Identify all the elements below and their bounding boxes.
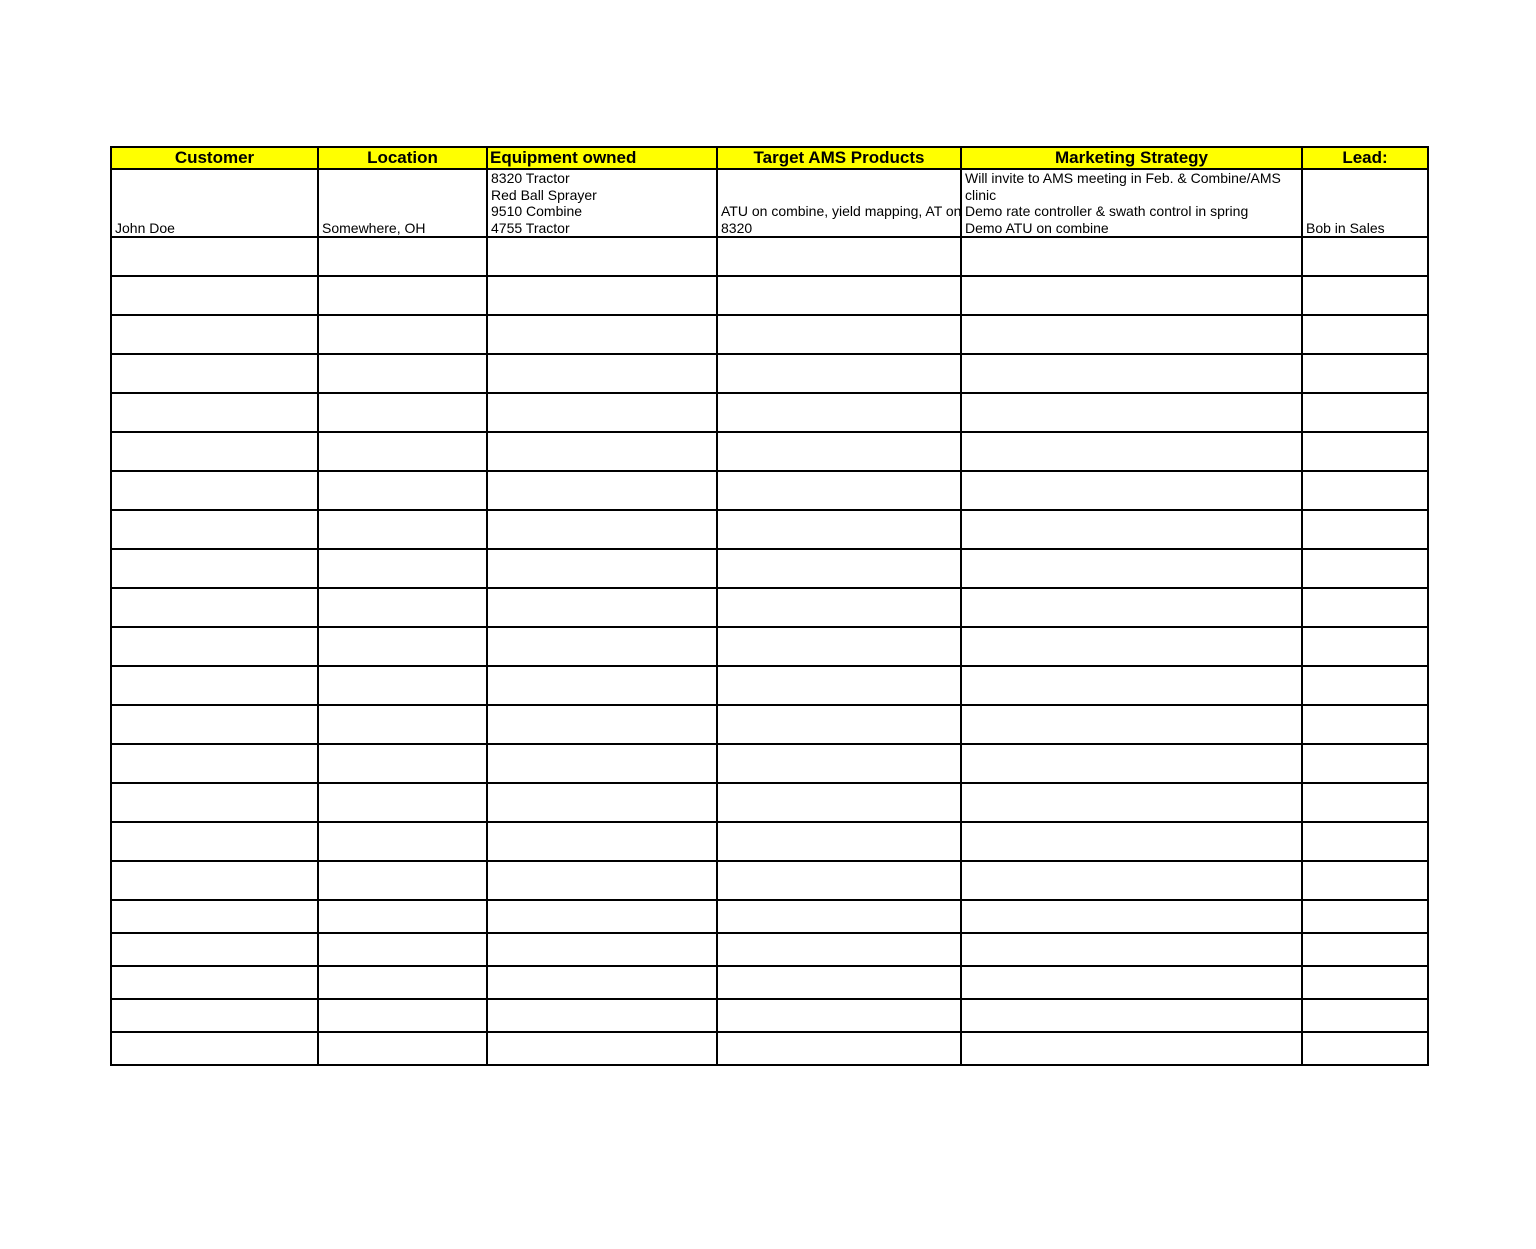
cell-marketing-strategy[interactable]: [961, 432, 1302, 471]
header-marketing-strategy: Marketing Strategy: [961, 147, 1302, 169]
cell-target-ams-products[interactable]: [717, 549, 961, 588]
table-row: [111, 783, 1428, 822]
cell-lead[interactable]: [1302, 276, 1428, 315]
equipment-item: Red Ball Sprayer: [491, 186, 597, 203]
cell-location[interactable]: [318, 666, 487, 705]
table-row: [111, 627, 1428, 666]
cell-lead[interactable]: [1302, 588, 1428, 627]
cell-location[interactable]: [318, 861, 487, 900]
table-row: [111, 933, 1428, 966]
table-row: [111, 315, 1428, 354]
cell-location[interactable]: [318, 744, 487, 783]
cell-target-ams-products[interactable]: [717, 900, 961, 933]
cell-marketing-strategy[interactable]: [961, 315, 1302, 354]
cell-target-ams-products[interactable]: [717, 822, 961, 861]
cell-customer[interactable]: [111, 432, 318, 471]
cell-target-ams-products[interactable]: [717, 744, 961, 783]
table-row: [111, 237, 1428, 276]
cell-lead[interactable]: [1302, 966, 1428, 999]
cell-equipment-owned[interactable]: [487, 510, 717, 549]
table-row: [111, 169, 1428, 237]
cell-customer[interactable]: [111, 822, 318, 861]
cell-location[interactable]: [318, 354, 487, 393]
cell-equipment-owned[interactable]: [487, 900, 717, 933]
cell-target-ams-products[interactable]: [717, 237, 961, 276]
cell-lead[interactable]: [1302, 549, 1428, 588]
cell-target-ams-products[interactable]: [717, 627, 961, 666]
marketing-strategy-line: Will invite to AMS meeting in Feb. & Combine/AMS: [965, 170, 1281, 186]
cell-lead[interactable]: [1302, 510, 1428, 549]
cell-equipment-owned[interactable]: [487, 393, 717, 432]
cell-customer[interactable]: [111, 900, 318, 933]
cell-marketing-strategy[interactable]: [961, 783, 1302, 822]
cell-target-ams-products[interactable]: [717, 315, 961, 354]
cell-location[interactable]: [318, 510, 487, 549]
cell-marketing-strategy[interactable]: [961, 900, 1302, 933]
cell-target-ams-products[interactable]: [717, 933, 961, 966]
cell-marketing-strategy[interactable]: [961, 169, 1302, 237]
cell-target-ams-products[interactable]: [717, 354, 961, 393]
lead-name: Bob in Sales: [1306, 219, 1385, 236]
header-lead: Lead:: [1302, 147, 1428, 169]
cell-lead[interactable]: [1302, 900, 1428, 933]
cell-lead[interactable]: [1302, 354, 1428, 393]
table-row: [111, 432, 1428, 471]
cell-target-ams-products[interactable]: [717, 276, 961, 315]
cell-location[interactable]: [318, 276, 487, 315]
cell-target-ams-products[interactable]: [717, 666, 961, 705]
cell-location[interactable]: [318, 627, 487, 666]
table-row: [111, 666, 1428, 705]
customer-marketing-table: [110, 146, 1429, 1066]
table-row: [111, 822, 1428, 861]
cell-equipment-owned[interactable]: [487, 1032, 717, 1065]
table-row: [111, 705, 1428, 744]
cell-equipment-owned[interactable]: [487, 822, 717, 861]
table-row: [111, 588, 1428, 627]
cell-equipment-owned[interactable]: [487, 276, 717, 315]
cell-lead[interactable]: [1302, 237, 1428, 276]
cell-equipment-owned[interactable]: [487, 471, 717, 510]
table-row: [111, 354, 1428, 393]
cell-location[interactable]: [318, 966, 487, 999]
cell-customer[interactable]: [111, 1032, 318, 1065]
cell-marketing-strategy[interactable]: [961, 237, 1302, 276]
cell-lead[interactable]: [1302, 169, 1428, 237]
cell-marketing-strategy[interactable]: [961, 705, 1302, 744]
cell-customer[interactable]: [111, 933, 318, 966]
table-row: [111, 1032, 1428, 1065]
table-row: [111, 510, 1428, 549]
cell-location[interactable]: [318, 1032, 487, 1065]
cell-customer[interactable]: [111, 354, 318, 393]
cell-lead[interactable]: [1302, 933, 1428, 966]
cell-equipment-owned[interactable]: [487, 999, 717, 1032]
cell-marketing-strategy[interactable]: [961, 471, 1302, 510]
cell-target-ams-products[interactable]: [717, 1032, 961, 1065]
cell-location[interactable]: [318, 783, 487, 822]
cell-marketing-strategy[interactable]: [961, 933, 1302, 966]
header-customer: Customer: [111, 147, 318, 169]
cell-location[interactable]: [318, 549, 487, 588]
cell-customer[interactable]: [111, 588, 318, 627]
marketing-strategy-line: Demo rate controller & swath control in spring: [965, 203, 1249, 219]
equipment-item: 4755 Tractor: [491, 219, 570, 236]
cell-target-ams-products[interactable]: [717, 861, 961, 900]
customer-location: Somewhere, OH: [322, 219, 426, 236]
cell-target-ams-products[interactable]: [717, 999, 961, 1032]
cell-lead[interactable]: [1302, 861, 1428, 900]
cell-equipment-owned[interactable]: [487, 169, 717, 237]
cell-target-ams-products[interactable]: [717, 705, 961, 744]
cell-equipment-owned[interactable]: [487, 237, 717, 276]
cell-target-ams-products[interactable]: [717, 471, 961, 510]
cell-location[interactable]: [318, 900, 487, 933]
cell-customer[interactable]: [111, 861, 318, 900]
table-row: [111, 999, 1428, 1032]
cell-equipment-owned[interactable]: [487, 783, 717, 822]
header-row: [111, 147, 1428, 169]
cell-lead[interactable]: [1302, 822, 1428, 861]
cell-lead[interactable]: [1302, 999, 1428, 1032]
header-location: Location: [318, 147, 487, 169]
cell-customer[interactable]: [111, 966, 318, 999]
cell-location[interactable]: [318, 999, 487, 1032]
cell-location[interactable]: [318, 393, 487, 432]
cell-marketing-strategy[interactable]: [961, 1032, 1302, 1065]
cell-marketing-strategy[interactable]: [961, 744, 1302, 783]
table-row: [111, 900, 1428, 933]
header-equipment-owned: Equipment owned: [487, 147, 717, 169]
cell-marketing-strategy[interactable]: [961, 999, 1302, 1032]
marketing-strategy-line: Demo ATU on combine: [965, 219, 1109, 236]
table-row: [111, 471, 1428, 510]
equipment-item: 9510 Combine: [491, 203, 583, 219]
cell-equipment-owned[interactable]: [487, 933, 717, 966]
table-row: [111, 276, 1428, 315]
cell-customer[interactable]: [111, 471, 318, 510]
cell-lead[interactable]: [1302, 744, 1428, 783]
cell-target-ams-products[interactable]: [717, 432, 961, 471]
cell-marketing-strategy[interactable]: [961, 966, 1302, 999]
table-row: [111, 393, 1428, 432]
cell-equipment-owned[interactable]: [487, 744, 717, 783]
table-row: [111, 549, 1428, 588]
cell-equipment-owned[interactable]: [487, 861, 717, 900]
cell-customer[interactable]: [111, 237, 318, 276]
marketing-strategy-line: clinic: [965, 186, 997, 203]
cell-lead[interactable]: [1302, 315, 1428, 354]
cell-customer[interactable]: [111, 666, 318, 705]
cell-marketing-strategy[interactable]: [961, 861, 1302, 900]
cell-lead[interactable]: [1302, 666, 1428, 705]
cell-customer[interactable]: [111, 276, 318, 315]
cell-location[interactable]: [318, 822, 487, 861]
cell-lead[interactable]: [1302, 393, 1428, 432]
cell-marketing-strategy[interactable]: [961, 627, 1302, 666]
cell-marketing-strategy[interactable]: [961, 510, 1302, 549]
cell-lead[interactable]: [1302, 432, 1428, 471]
cell-location[interactable]: [318, 705, 487, 744]
target-products-line: 8320: [721, 219, 753, 236]
cell-lead[interactable]: [1302, 1032, 1428, 1065]
cell-target-ams-products[interactable]: [717, 588, 961, 627]
customer-name: John Doe: [115, 219, 175, 236]
cell-marketing-strategy[interactable]: [961, 276, 1302, 315]
cell-customer[interactable]: [111, 510, 318, 549]
cell-marketing-strategy[interactable]: [961, 549, 1302, 588]
table-row: [111, 744, 1428, 783]
cell-equipment-owned[interactable]: [487, 666, 717, 705]
cell-location[interactable]: [318, 169, 487, 237]
cell-lead[interactable]: [1302, 627, 1428, 666]
cell-location[interactable]: [318, 315, 487, 354]
cell-customer[interactable]: [111, 315, 318, 354]
cell-equipment-owned[interactable]: [487, 588, 717, 627]
cell-target-ams-products[interactable]: [717, 169, 961, 237]
cell-location[interactable]: [318, 933, 487, 966]
cell-marketing-strategy[interactable]: [961, 393, 1302, 432]
cell-customer[interactable]: [111, 169, 318, 237]
cell-equipment-owned[interactable]: [487, 549, 717, 588]
cell-target-ams-products[interactable]: [717, 510, 961, 549]
equipment-item: 8320 Tractor: [491, 170, 570, 186]
cell-customer[interactable]: [111, 627, 318, 666]
table-row: [111, 966, 1428, 999]
cell-customer[interactable]: [111, 783, 318, 822]
cell-equipment-owned[interactable]: [487, 432, 717, 471]
target-products-line: ATU on combine, yield mapping, AT on: [721, 203, 962, 219]
cell-location[interactable]: [318, 432, 487, 471]
cell-customer[interactable]: [111, 999, 318, 1032]
cell-customer[interactable]: [111, 705, 318, 744]
cell-lead[interactable]: [1302, 783, 1428, 822]
cell-equipment-owned[interactable]: [487, 705, 717, 744]
cell-location[interactable]: [318, 237, 487, 276]
cell-customer[interactable]: [111, 549, 318, 588]
cell-equipment-owned[interactable]: [487, 315, 717, 354]
cell-equipment-owned[interactable]: [487, 627, 717, 666]
cell-target-ams-products[interactable]: [717, 393, 961, 432]
cell-location[interactable]: [318, 471, 487, 510]
cell-marketing-strategy[interactable]: [961, 666, 1302, 705]
cell-customer[interactable]: [111, 744, 318, 783]
cell-lead[interactable]: [1302, 705, 1428, 744]
cell-lead[interactable]: [1302, 471, 1428, 510]
cell-equipment-owned[interactable]: [487, 354, 717, 393]
cell-marketing-strategy[interactable]: [961, 822, 1302, 861]
cell-location[interactable]: [318, 588, 487, 627]
cell-marketing-strategy[interactable]: [961, 588, 1302, 627]
cell-customer[interactable]: [111, 393, 318, 432]
table-row: [111, 861, 1428, 900]
cell-equipment-owned[interactable]: [487, 966, 717, 999]
cell-marketing-strategy[interactable]: [961, 354, 1302, 393]
header-target-ams-products: Target AMS Products: [717, 147, 961, 169]
cell-target-ams-products[interactable]: [717, 966, 961, 999]
cell-target-ams-products[interactable]: [717, 783, 961, 822]
